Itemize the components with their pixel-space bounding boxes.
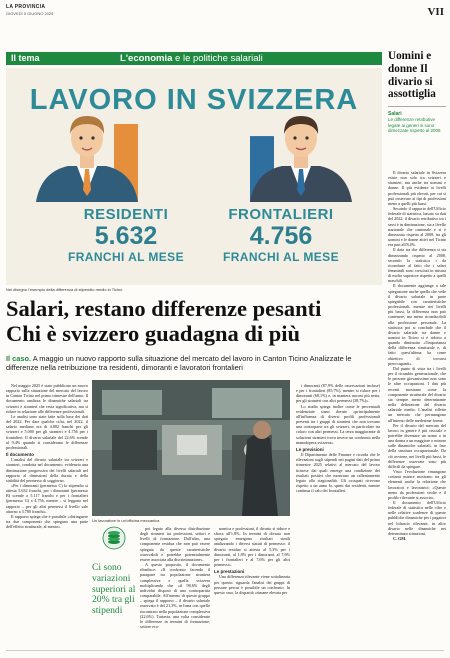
- subheading: Le previsioni: [296, 446, 324, 452]
- article-column-3: [214, 526, 290, 595]
- publication-name: LA PROVINCIA: [6, 4, 46, 10]
- signoff: C. GM.: [393, 536, 407, 542]
- stat-residents-value: 5.632: [94, 222, 158, 250]
- sidebar-divider: [388, 106, 446, 107]
- paragraph: «Per i dimoranti (permesso C) lo stipendio si attesta 5.632 franchi, per i dimoranti (permesso B) scende a 5.117 franchi e per i frontalieri (permesso G) a 4.756, mentre – si leggono nel rapporto – per gli altri permessi il livello sale attorno a 3.780 franchi».: [6, 482, 88, 514]
- stat-frontalieri-value: 4.756: [249, 222, 313, 250]
- article-column-1: [6, 383, 88, 529]
- paragraph: A questo proposito, il documento ribadisce: «Il confronto facendo il paragone tra popolazione straniera complessiva e quella svizzera moltiplicando che «il 98,6% degli individui disposti di una contropartita comparabile. All'interno di questo gruppo – spiega il rapporto – il divario salariale osservato è del 21,3%, in linea con quello riscontrato nella popolazione complessiva (22,6%). Tuttavia, una volta considerate le differenze in termini di formazione, settore eco-: [140, 562, 210, 629]
- masthead: [6, 4, 444, 24]
- paragraph: Una differenza rilevante viene sottolineata per questo: riguarda l'analisi dei gruppi di persone percui è possibile un confronto. In questo caso, la disparità «rimane elevata per: [214, 574, 290, 595]
- subhead-kicker: Il caso.: [6, 354, 32, 363]
- stat-frontalieri: [196, 206, 366, 264]
- publication-date: GIOVEDÌ 5 GIUGNO 2025: [6, 11, 54, 16]
- footer-rule: [6, 650, 444, 651]
- workshop-photo: [92, 380, 290, 516]
- paragraph: nomica e professioni, il divario si riduce e sfiora all'1,8%. In termini di divario non spiegato emergono risultati simili analizzando i diversi statuti di permesso: il divario residuo si attesta al 5,3% per i dimoranti, al 1,8% per i dimoranti, al 7,6% per i frontalieri e al 7,6% per gli altri permessi».: [214, 526, 290, 568]
- coins-icon: [102, 526, 126, 550]
- sidebar-description: Le differenze retributive legate ai generi si sono dimezzate rispetto al 2008: [388, 117, 441, 134]
- stat-frontalieri-unit: FRANCHI AL MESE: [222, 250, 339, 264]
- infographic-title: LAVORO IN SVIZZERA: [29, 84, 359, 116]
- stat-residents-label: RESIDENTI: [83, 206, 169, 223]
- paragraph: Il dato tra che differenza si sta dimezzando rispetto al 2008, secondo la statistica i da ricondurre al fatto che i salari femminili sono cresciuti in misura di molto superiore rispetto a quelli maschili.: [388, 247, 446, 284]
- paragraph: Le analisi sono state fatte sulla base dei dati del 2022. Per dare qualche cifra, nel 2022, il salario mediano era di 4.882 franchi per gli svizzeri e 5.000 per gli stranieri e 4.756 per i frontalieri. Il divario salariale del 22,6% scende al 9,4% quando si considerano le differenze professionali.: [6, 413, 88, 450]
- article-column-5: [388, 170, 446, 541]
- paragraph: Per il divario del mercato del lavoro in genere è più cruciale e potrebbe diventare un uomo o in una donna a un maggiore o minore sulle dinamiche salariali, in fase della struttura occupazionale. Da ciò avviene, nei livelli più bassi, le differenze osservate sono più difficili da spiegare.: [388, 422, 446, 469]
- section-tag: Il tema: [6, 52, 60, 65]
- paragraph: poi legato alla diversa distribuzione degli stranieri tra professioni, settori e livelli di formazione. Dall'altro, una componente residua che non può essere spiegata da queste caratteristiche osservabili e potrebbe potenzialmente essere associata alla discriminazione».: [140, 526, 210, 562]
- paragraph: Secondo il rapporto dell'Ufficio federale di statistica, basato su dati del 2022, il divario retributivo tra i sessi è in diminuzione, sia a livello nazionale che cantonale e si è dimezzato rispetto al 2008, tra gli uomini e le donne attivi nel Ticino era pari all'8,4%.: [388, 206, 446, 248]
- section-title: [120, 53, 263, 64]
- paragraph: Il documento aggiunge a tale spiegazione anche quella che vede il divario salariale in parte spiegabile con caratteristiche professionali, mentre nei livelli più bassi, la differenza non può contenere, ma meno riconducibili alla professione personale. La statistica poi si conclude che il divario salariale tra donne e uomini in Ticino si è ridotto a quando diminuita «l'importanza della differenza strutturale e, di fatto quest'ultima ha come obiettivo di trovarsi preoccupanti».: [388, 283, 446, 366]
- page-number: VII: [427, 6, 444, 18]
- paragraph: Dal punto di vista tra i livelli per il ricambio generazionale, che le persone giovanissime non sono le altre occupazioni. I dati più recenti mostrano come la componente strutturale del divario sia sempre meno determinante nella definizione del divario salariale medio. L'analisi riflette un mercato che permangono all'interno delle medesime forme.: [388, 365, 446, 423]
- paragraph: Il documento dell'Ufficio federale di statistica nelle cifre e nelle relative scadenze di queste pubbliche dinamiche per i pagatori nel bilancio rilevante, in altro divario nelle dinamiche nei determinato situazioni.: [388, 500, 446, 536]
- boxout-text: Ci sono variazioni superiori al 20% tra gli stipendi: [92, 562, 136, 617]
- section-title-bold: L'economia: [120, 53, 173, 64]
- article-column-4: [296, 383, 380, 493]
- subheading: Le prestazioni: [214, 569, 245, 575]
- paragraph: Il rapporto spiega che è possibile «distinguere tra due componenti che spiegano una parte dell'effetto strutturale, al mento».: [6, 513, 88, 530]
- headline: [6, 296, 382, 346]
- stat-frontalieri-label: FRONTALIERI: [228, 206, 334, 223]
- paragraph: Il divario salariale in Svizzera esiste non solo tra svizzeri e stranieri, ma anche tra uomini e donne. Il più evidente ai livelli professionali più elevati, per cui si può osservare ai tipi di professioni meno a quelli più bassi.: [388, 170, 446, 206]
- article-column-2: [140, 526, 210, 629]
- stat-residents-unit: FRANCHI AL MESE: [67, 250, 184, 264]
- headline-line-1: Salari, restano differenze pesanti: [6, 296, 322, 321]
- paragraph: i dimoranti (87,9% delle osservazioni incluse) e per i frontalieri (85,7%), mentre si riduce per i dimoranti (68,1%) e, in maniera ancora più netta, per gli stranieri con altri permessi (38,7%)».: [296, 383, 380, 404]
- paragraph: L'analisi del divario salariale tra svizzeri e stranieri, condotta nel documento, evidenzia una diminuzione progressiva dei livelli salariali nel rapporto al dimissioni della durata e della stabilità del permesso di soggiorno.: [6, 457, 88, 483]
- section-title-rest: e le politiche salariali: [172, 53, 263, 64]
- stat-residents: [46, 206, 206, 264]
- photo-caption: Un lavoratore in un'officina meccanica: [92, 518, 160, 523]
- paragraph: Visto l'evoluzione rimangono costanti misure mostrano tra gli elementi anche la relazione che lavoratori e lavoratrici: «Queste meno da professioni svolte e il profilo rilevante si associa».: [388, 469, 446, 500]
- infographic: [6, 68, 382, 285]
- sidebar: [388, 50, 446, 134]
- paragraph: Il Dipartimento delle Finanze e ricorda che le rilevazioni sugli stipendi nei pagini dati del primo trimestre 2025 relativi al mercato del lavoro ticinese dai quali emerge una condizione dei risultati positivi che mostrano un rallentamento legato alla stagionalità. Gli occupati ricevono rispetto a un anno fa, spinti dai residenti, mentre continua il calo dei frontalieri.: [296, 452, 380, 494]
- subhead-text: A maggio un nuovo rapporto sulla situazione del mercato del lavoro in Canton Ticino Analizzate le differenze nella retribuzione tra residenti, dimoranti e lavoratori frontalieri: [6, 354, 352, 373]
- boxout: [92, 526, 136, 644]
- infographic-caption: Nel disegno l'esempio della differenza di stipendio medio in Ticino: [6, 287, 123, 292]
- headline-line-2: Chi è svizzero guadagna di più: [6, 321, 301, 346]
- sidebar-label: Salari: [388, 111, 402, 118]
- sidebar-title: Uomini e donne Il divario si assottiglia: [388, 50, 436, 101]
- paragraph: Nel maggio 2025 è stato pubblicato un nuovo rapporto sulla situazione del mercato del lavoro in Canton Ticino nel primo trimestre dell'anno. Il documento analizza le dinamiche salariali tra svizzeri e stranieri che resta significativa, ma si riduce in relazione alle differenze professionali.: [6, 383, 88, 414]
- paragraph: Lo studio spiega inoltre come le percentuali evidenziate siano dovute «principalmente all'influenza di diversi profili professionali presenti tra i gruppi di stranieri che non trovano una controparte tra gli svizzeri, in particolare tra coloro con altri permessi. La terza maggiorante di soluzioni stranieri trova invece un confronto nella manodopera svizzera».: [296, 403, 380, 445]
- workshop-photo-image: [92, 380, 290, 516]
- subheading: Il documento: [6, 452, 34, 458]
- subhead: [6, 354, 382, 373]
